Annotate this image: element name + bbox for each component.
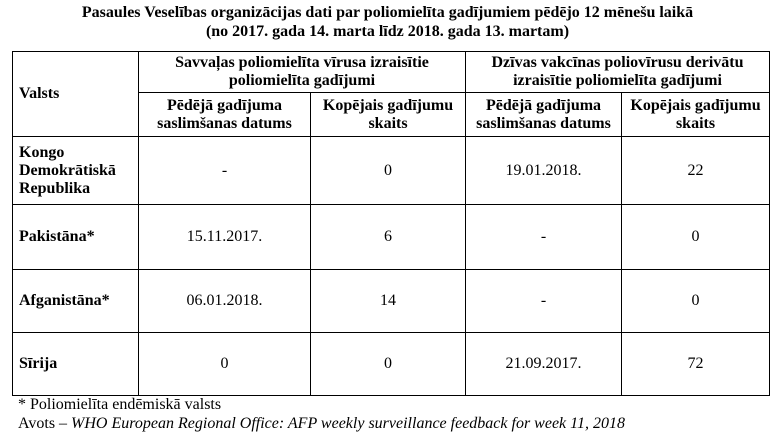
table-row [13,270,770,333]
polio-cases-table [12,51,770,396]
vdpv-date-cell: 21.09.2017. [466,333,622,396]
vdpv-date-cell: - [466,270,622,333]
source-text: WHO European Regional Office: AFP weekly surveillance feedback for week 11, 2018 [71,415,625,432]
wild-date-cell: 06.01.2018. [139,270,311,333]
wild-count-cell: 0 [311,333,466,396]
source-footnote [18,414,625,433]
wild-count-cell: 14 [311,270,466,333]
endemic-footnote: * Poliomielīta endēmiskā valsts [18,396,222,413]
document-title [0,3,775,41]
wild-date-cell: - [139,137,311,205]
vdpv-count-cell: 72 [622,333,770,396]
country-cell: Pakistāna* [13,205,139,270]
title-line-2: (no 2017. gada 14. marta līdz 2018. gada 13. martam) [205,23,570,40]
country-cell: Afganistāna* [13,270,139,333]
vdpv-date-cell: 19.01.2018. [466,137,622,205]
vdpv-date-cell: - [466,205,622,270]
wild-count-cell: 6 [311,205,466,270]
vdpv-count-cell: 22 [622,137,770,205]
table-row [13,137,770,205]
country-cell: Kongo Demokrātiskā Republika [13,137,139,205]
vdpv-count-cell: 0 [622,270,770,333]
country-cell: Sīrija [13,333,139,396]
vdpv-count-header: Kopējais gadījumu skaits [622,93,770,137]
title-line-1: Pasaules Veselības organizācijas dati par poliomielīta gadījumiem pēdējo 12 mēnešu laikā [81,4,694,21]
source-label: Avots – [18,415,72,432]
vdpv-count-cell: 0 [622,205,770,270]
wild-date-header: Pēdējā gadījuma saslimšanas datums [139,93,311,137]
wild-count-cell: 0 [311,137,466,205]
country-column-header: Valsts [13,52,139,137]
wild-count-header: Kopējais gadījumu skaits [311,93,466,137]
table-row [13,333,770,396]
wild-virus-group-header: Savvaļas poliomielīta vīrusa izraisītie poliomielīta gadījumi [139,52,466,93]
wild-date-cell: 15.11.2017. [139,205,311,270]
vdpv-date-header: Pēdējā gadījuma saslimšanas datums [466,93,622,137]
table-row [13,205,770,270]
footnotes [18,395,625,433]
wild-date-cell: 0 [139,333,311,396]
vaccine-derived-group-header: Dzīvas vakcīnas poliovīrusu derivātu izraisītie poliomielīta gadījumi [466,52,770,93]
